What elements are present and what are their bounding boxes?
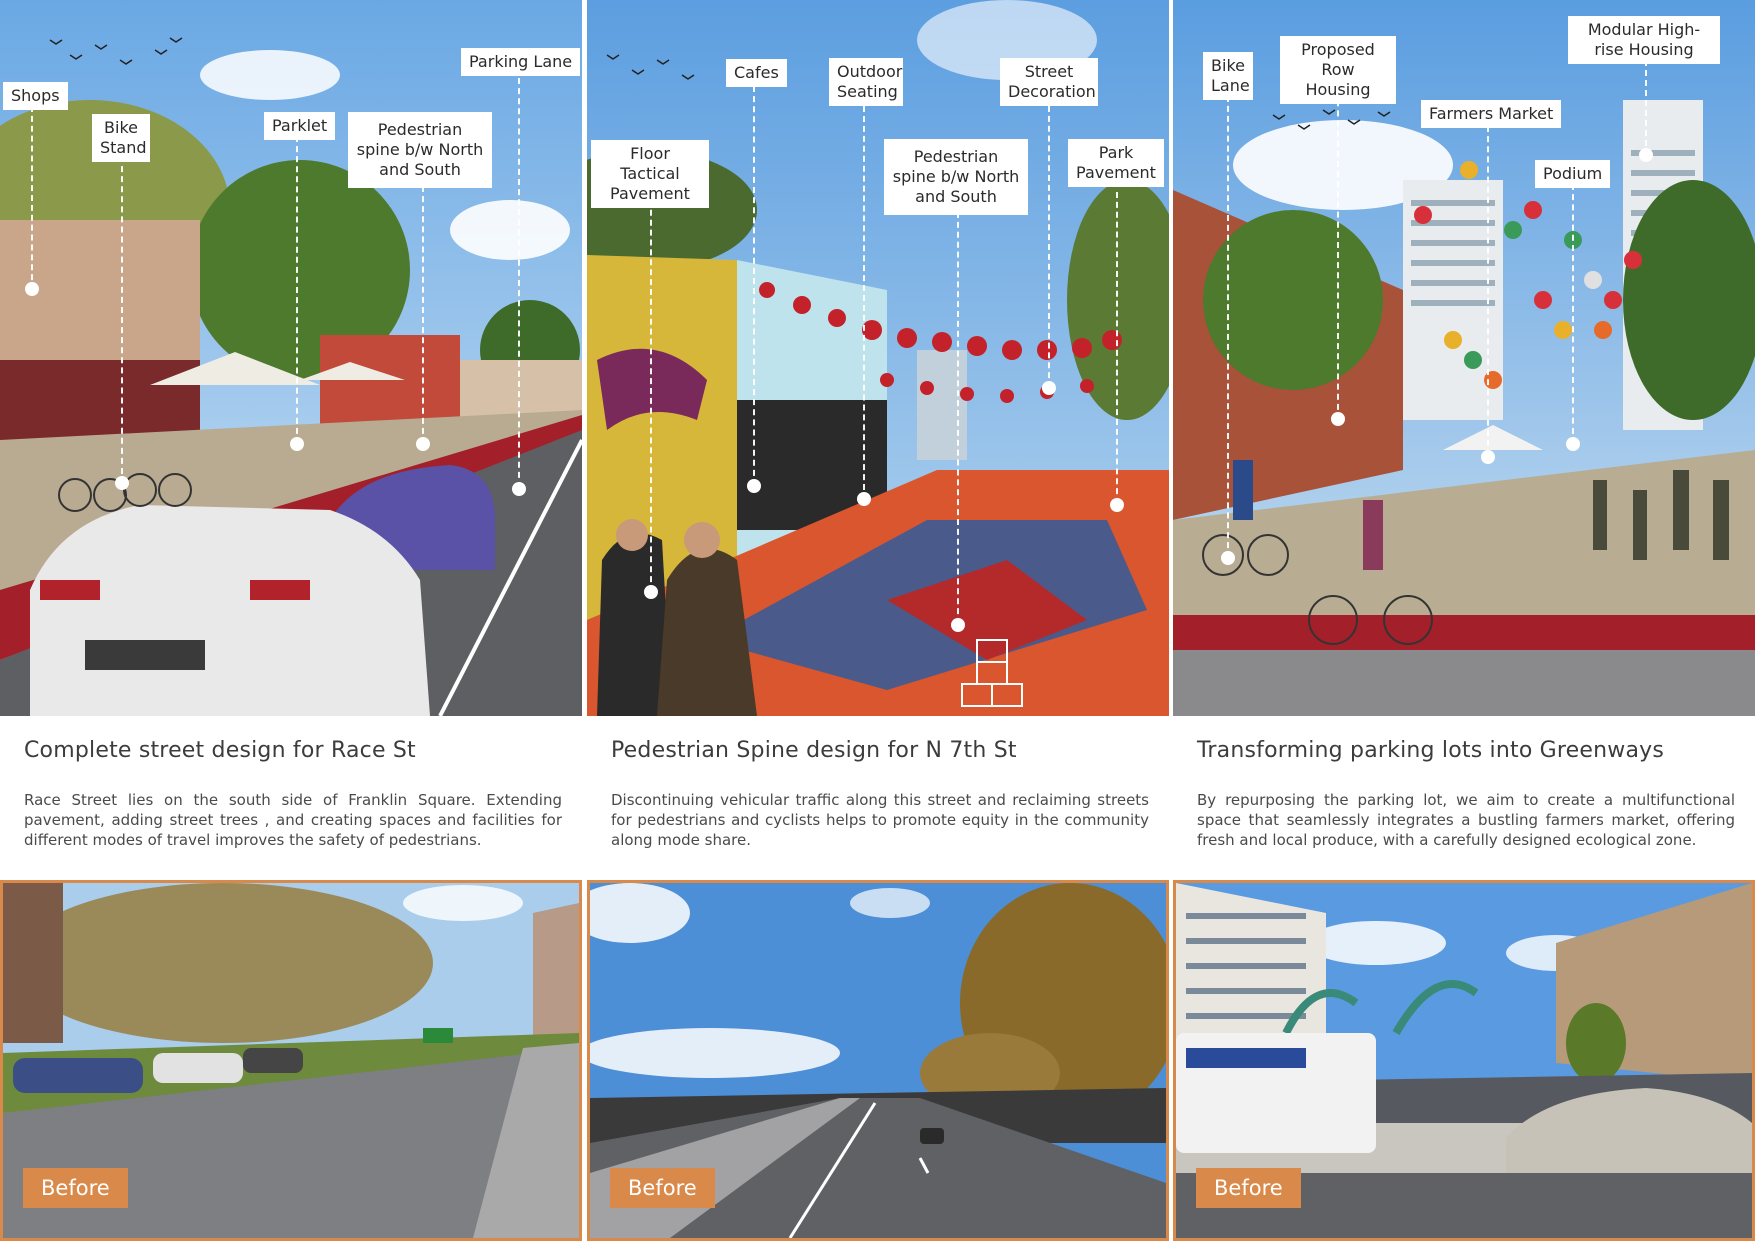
before-label: Before bbox=[1196, 1168, 1301, 1208]
before-label: Before bbox=[610, 1168, 715, 1208]
callout-bike-stand: Bike Stand bbox=[92, 114, 150, 162]
leader-line bbox=[121, 156, 123, 484]
leader-line bbox=[518, 78, 520, 488]
race-st-rendering bbox=[0, 0, 582, 716]
before-photo-greenways bbox=[1173, 880, 1755, 1241]
n7th-st-rendering bbox=[587, 0, 1169, 716]
marker-dot bbox=[747, 479, 761, 493]
marker-dot bbox=[416, 437, 430, 451]
leader-line bbox=[422, 186, 424, 444]
leader-line bbox=[1116, 192, 1118, 504]
callout-cafes: Cafes bbox=[726, 59, 787, 87]
marker-dot bbox=[290, 437, 304, 451]
panel-race-st bbox=[0, 0, 582, 1241]
callout-parklet: Parklet bbox=[264, 112, 335, 140]
marker-dot bbox=[1042, 381, 1056, 395]
callout-outdoor-seating: Outdoor Seating bbox=[829, 58, 903, 106]
callout-floor-tactical-pavement: Floor Tactical Pavement bbox=[591, 140, 709, 208]
before-label: Before bbox=[23, 1168, 128, 1208]
callout-proposed-row-housing: Proposed Row Housing bbox=[1280, 36, 1396, 104]
marker-dot bbox=[951, 618, 965, 632]
before-photo-n7th-st bbox=[587, 880, 1169, 1241]
panel-n7th-st bbox=[587, 0, 1169, 1241]
before-photo-race-st bbox=[0, 880, 582, 1241]
callout-parking-lane: Parking Lane bbox=[461, 48, 580, 76]
callout-park-pavement: Park Pavement bbox=[1068, 139, 1164, 187]
callout-modular-high-rise-housing: Modular High-rise Housing bbox=[1568, 16, 1720, 64]
panel-description: Race Street lies on the south side of Franklin Square. Extending pavement, adding street trees , and creating spaces and facilities for different modes of travel improves the safety of pedestrians. bbox=[24, 791, 562, 849]
panel-title: Pedestrian Spine design for N 7th St bbox=[611, 738, 1017, 763]
leader-line bbox=[863, 106, 865, 500]
greenways-rendering bbox=[1173, 0, 1755, 716]
panel-title: Complete street design for Race St bbox=[24, 738, 416, 763]
panel-title: Transforming parking lots into Greenways bbox=[1197, 738, 1665, 763]
leader-line bbox=[1337, 80, 1339, 420]
panel-description: By repurposing the parking lot, we aim to create a multifunctional space that seamlessly integrates a bustling farmers market, offering fresh and local produce, with a carefully designed ecological zone. bbox=[1197, 791, 1735, 849]
marker-dot bbox=[25, 282, 39, 296]
marker-dot bbox=[1221, 551, 1235, 565]
callout-bike-lane: Bike Lane bbox=[1203, 52, 1253, 100]
marker-dot bbox=[1566, 437, 1580, 451]
marker-dot bbox=[644, 585, 658, 599]
callout-pedestrian-spine: Pedestrian spine b/w North and South bbox=[884, 139, 1028, 215]
marker-dot bbox=[1481, 450, 1495, 464]
leader-line bbox=[1645, 60, 1647, 156]
leader-line bbox=[31, 106, 33, 290]
marker-dot bbox=[1110, 498, 1124, 512]
marker-dot bbox=[512, 482, 526, 496]
marker-dot bbox=[857, 492, 871, 506]
leader-line bbox=[1227, 96, 1229, 558]
leader-line bbox=[296, 136, 298, 444]
leader-line bbox=[753, 86, 755, 486]
leader-line bbox=[1048, 106, 1050, 388]
leader-line bbox=[1572, 184, 1574, 444]
callout-shops: Shops bbox=[3, 82, 68, 110]
marker-dot bbox=[115, 476, 129, 490]
callout-street-decoration: Street Decoration bbox=[1000, 58, 1098, 106]
leader-line bbox=[957, 212, 959, 624]
marker-dot bbox=[1331, 412, 1345, 426]
callout-podium: Podium bbox=[1535, 160, 1610, 188]
callout-pedestrian-spine: Pedestrian spine b/w North and South bbox=[348, 112, 492, 188]
panel-greenways bbox=[1173, 0, 1755, 1241]
callout-farmers-market: Farmers Market bbox=[1421, 100, 1561, 128]
panel-description: Discontinuing vehicular traffic along this street and reclaiming streets for pedestrians and cyclists helps to promote equity in the community along mode share. bbox=[611, 791, 1149, 849]
leader-line bbox=[650, 190, 652, 592]
leader-line bbox=[1487, 126, 1489, 456]
marker-dot bbox=[1639, 148, 1653, 162]
